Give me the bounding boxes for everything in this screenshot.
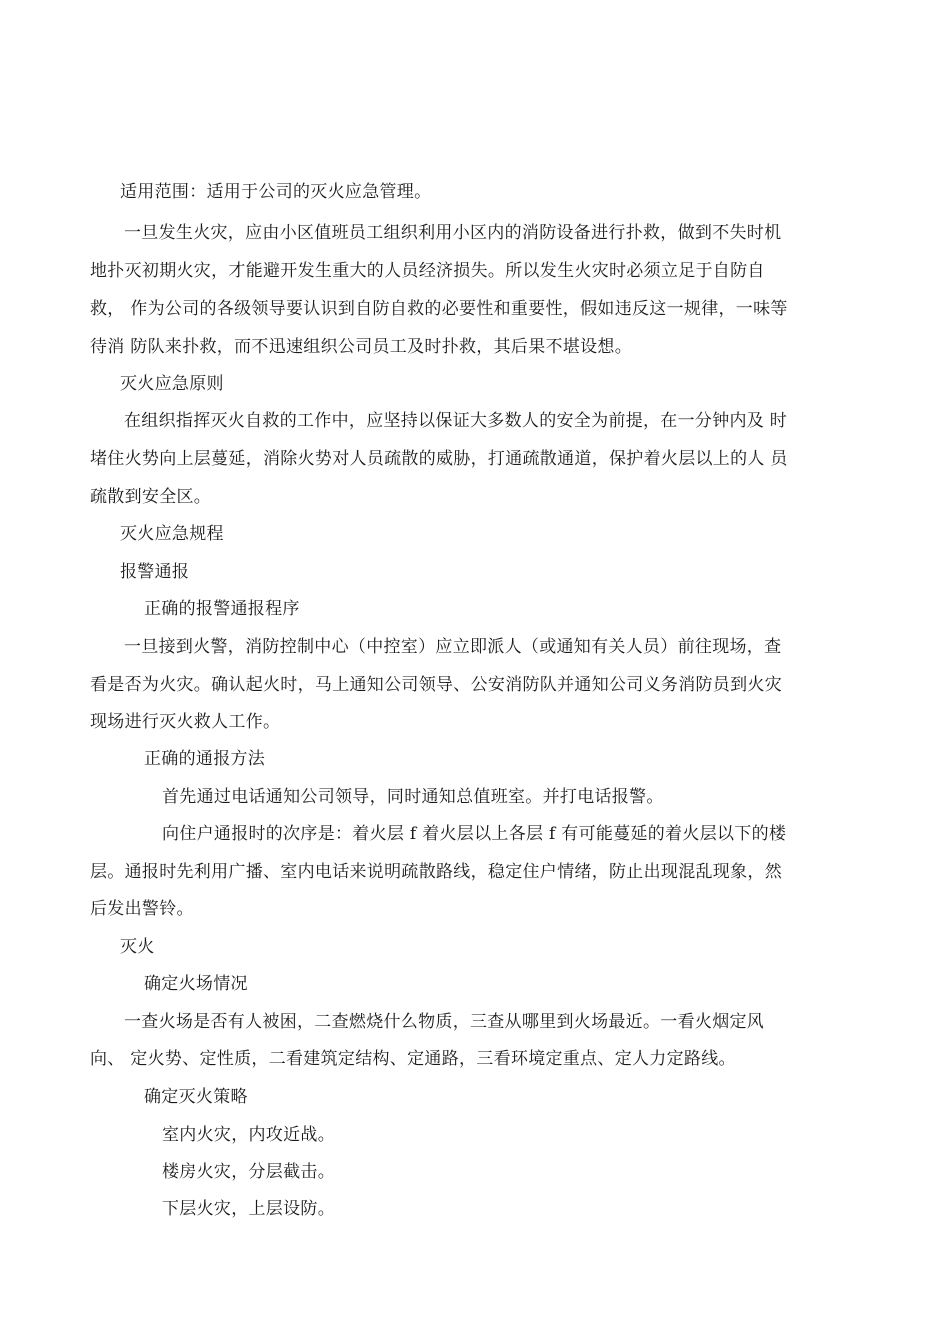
paragraph-line: 堵住火势向上层蔓延，消除火势对人员疏散的威胁，打通疏散通道，保护着火层以上的人 员 bbox=[90, 449, 788, 469]
scope-line: 适用范围：适用于公司的灭火应急管理。 bbox=[120, 182, 432, 202]
paragraph-line: 看是否为火灾。确认起火时，马上通知公司领导、公安消防队并通知公司义务消防员到火灾 bbox=[90, 675, 782, 695]
list-item: 楼房火灾，分层截击。 bbox=[162, 1162, 335, 1182]
subsection-heading: 确定火场情况 bbox=[144, 974, 248, 994]
paragraph-line: 后发出警铃。 bbox=[90, 899, 194, 919]
paragraph-line: 救， 作为公司的各级领导要认识到自防自救的必要性和重要性，假如违反这一规律，一味等 bbox=[90, 299, 788, 319]
paragraph-line: 待消 防队来扑救，而不迅速组织公司员工及时扑救，其后果不堪设想。 bbox=[90, 337, 633, 357]
paragraph-line: 地扑灭初期火灾，才能避开发生重大的人员经济损失。所以发生火灾时必须立足于自防自 bbox=[90, 261, 765, 281]
paragraph-line: 向住户通报时的次序是：着火层 f 着火层以上各层 f 有可能蔓延的着火层以下的楼 bbox=[162, 824, 787, 844]
list-item: 室内火灾，内攻近战。 bbox=[162, 1125, 335, 1145]
subsection-heading: 报警通报 bbox=[120, 562, 190, 582]
paragraph-line: 在组织指挥灭火自救的工作中，应坚持以保证大多数人的安全为前提，在一分钟内及 时 bbox=[124, 411, 788, 431]
subsection-heading: 确定灭火策略 bbox=[144, 1087, 248, 1107]
paragraph-line: 现场进行灭火救人工作。 bbox=[90, 712, 281, 732]
list-item: 下层火灾，上层设防。 bbox=[162, 1199, 335, 1219]
subsection-heading: 正确的报警通报程序 bbox=[144, 599, 300, 619]
paragraph-line: 层。通报时先利用广播、室内电话来说明疏散路线，稳定住户情绪，防止出现混乱现象，然 bbox=[90, 862, 782, 882]
paragraph-line: 一旦接到火警，消防控制中心（中控室）应立即派人（或通知有关人员）前往现场，查 bbox=[124, 637, 782, 657]
paragraph-line: 一旦发生火灾，应由小区值班员工组织利用小区内的消防设备进行扑救，做到不失时机 bbox=[124, 223, 782, 243]
paragraph-line: 首先通过电话通知公司领导，同时通知总值班室。并打电话报警。 bbox=[162, 787, 664, 807]
subsection-heading: 正确的通报方法 bbox=[144, 749, 266, 769]
section-heading: 灭火 bbox=[120, 937, 155, 957]
paragraph-line: 疏散到安全区。 bbox=[90, 487, 212, 507]
paragraph-line: 向、 定火势、定性质，二看建筑定结构、定通路，三看环境定重点、定人力定路线。 bbox=[90, 1049, 736, 1069]
paragraph-line: 一查火场是否有人被困，二查燃烧什么物质，三查从哪里到火场最近。一看火烟定风 bbox=[124, 1012, 765, 1032]
section-heading: 灭火应急原则 bbox=[120, 374, 224, 394]
section-heading: 灭火应急规程 bbox=[120, 524, 224, 544]
